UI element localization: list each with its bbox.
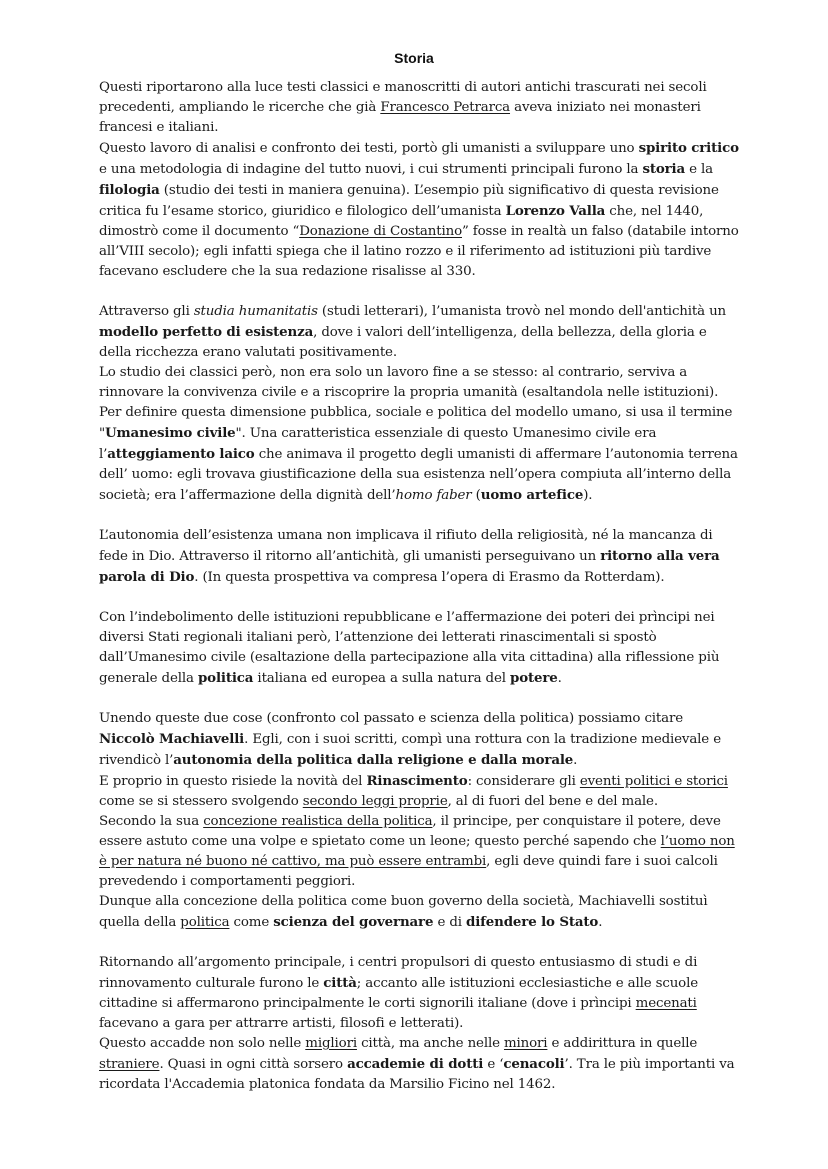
bold-text: Rinascimento <box>366 773 468 789</box>
paragraph <box>99 302 739 363</box>
underlined-text: Francesco Petrarca <box>380 100 511 115</box>
underlined-text: straniere <box>99 1057 160 1072</box>
underlined-text: Donazione di Costantino <box>299 224 462 239</box>
paragraph <box>99 138 739 282</box>
bold-text: Umanesimo civile <box>105 425 236 441</box>
text-run: , egli deve quindi fare i suoi calcoli prevedendo i comportamenti peggiori. <box>99 854 718 889</box>
text-run: che, nel 1440, dimostrò come il documento “ <box>99 204 704 239</box>
text-run: (studio dei testi in maniera genuina). L’esempio più significativo di questa revisione critica fu l’esame storico, giuridico e filologico dell’umanista <box>99 183 719 219</box>
underlined-text: minori <box>503 1036 548 1051</box>
text-run: Questi riportarono alla luce testi classici e manoscritti di autori antichi trascurati nei secoli precedenti, ampliando le ricerche che già <box>99 80 707 115</box>
paragraph <box>99 526 739 588</box>
text-run: . (In questa prospettiva va compresa l’opera di Erasmo da Rotterdam). <box>194 570 665 585</box>
text-run: e di <box>433 915 466 930</box>
bold-text: Niccolò Machiavelli <box>99 731 245 747</box>
text-run: Questo lavoro di analisi e confronto dei testi, portò gli umanisti a sviluppare uno <box>99 141 639 156</box>
bold-text: uomo artefice <box>480 487 584 503</box>
text-run: città, ma anche nelle <box>356 1036 504 1051</box>
bold-text: modello perfetto di esistenza <box>99 324 314 340</box>
text-run: e una metodologia di indagine del tutto nuovi, i cui strumenti principali furono la <box>99 162 643 177</box>
text-run: ’. Tra le più importanti va ricordata l'Accademia platonica fondata da Marsilio Ficino nel 1462. <box>99 1057 735 1092</box>
text-run: (studi letterari), l’umanista trovò nel mondo dell'antichità un <box>317 304 727 319</box>
page-title: Storia <box>394 50 434 66</box>
text-run: e ‘ <box>483 1057 504 1072</box>
text-run: , al di fuori del bene e del male. <box>447 794 658 809</box>
bold-text: accademie di dotti <box>347 1056 484 1072</box>
paragraph <box>99 709 739 771</box>
text-run: ; accanto alle istituzioni ecclesiastiche e alle scuole cittadine si affermarono principalmente le corti signorili italiane (dove i prìncipi <box>99 976 699 1011</box>
text-run: . Quasi in ogni città sorsero <box>159 1057 348 1072</box>
underlined-text: politica <box>180 915 230 930</box>
text-run: Unendo queste due cose (confronto col passato e scienza della politica) possiamo citare <box>99 711 684 726</box>
paragraph <box>99 363 739 506</box>
underlined-text: mecenati <box>635 996 697 1011</box>
bold-text: filologia <box>99 182 160 198</box>
bold-text: storia <box>642 161 686 177</box>
text-run: ” fosse in realtà un falso (databile intorno all’VIII secolo); egli infatti spiega che il latino rozzo e il riferimento ad istituzioni più tardive facevano escludere che la sua redazione risalisse al 330. <box>99 224 739 279</box>
text-run: . <box>598 915 603 930</box>
text-run: Secondo la sua <box>99 814 204 829</box>
paragraph <box>99 953 739 1034</box>
bold-text: scienza del governare <box>273 914 434 930</box>
paragraph <box>99 78 739 138</box>
paragraph <box>99 1034 739 1095</box>
text-run: Con l’indebolimento delle istituzioni repubblicane e l’affermazione dei poteri dei prìncipi nei diversi Stati regionali italiani però, l’attenzione dei letterati rinascimentali si spostò dall’Umanesimo civile (esaltazione della partecipazione alla vita cittadina) alla riflessione più generale della <box>99 610 720 686</box>
text-run: . <box>573 753 578 768</box>
text-run: Ritornando all’argomento principale, i centri propulsori di questo entusiasmo di studi e di rinnovamento culturale furono le <box>99 955 698 991</box>
bold-text: autonomia della politica dalla religione e dalla morale <box>173 752 574 768</box>
text-run: ( <box>471 488 481 503</box>
text-run: che animava il progetto degli umanisti di affermare l’autonomia terrena dell’ uomo: egli trovava giustificazione della sua esistenza nell’opera compiuta all’interno della società; era l’affermazione della dignità dell’ <box>99 447 738 503</box>
text-run: . Egli, con i suoi scritti, compì una rottura con la tradizione medievale e rivendicò l’ <box>99 732 721 768</box>
text-run: e la <box>685 162 713 177</box>
paragraph <box>99 771 739 812</box>
bold-text: difendere lo Stato <box>466 914 599 930</box>
paragraph <box>99 892 739 933</box>
text-run: Attraverso gli <box>99 304 194 319</box>
underlined-text: migliori <box>305 1036 357 1051</box>
bold-text: ritorno alla vera parola di Dio <box>99 548 720 585</box>
text-run: , dove i valori dell’intelligenza, della bellezza, della gloria e della ricchezza erano valutati positivamente. <box>99 325 707 360</box>
text-run: E proprio in questo risiede la novità del <box>99 774 367 789</box>
bold-text: Lorenzo Valla <box>505 203 606 219</box>
text-run: : considerare gli <box>467 774 580 789</box>
document-body <box>99 78 739 1095</box>
bold-text: politica <box>197 670 254 686</box>
text-run: , il principe, per conquistare il potere, deve essere astuto come una volpe e spietato come un leone; questo perché sapendo che <box>99 814 721 849</box>
text-run: . <box>557 671 562 686</box>
bold-text: cenacoli <box>503 1056 565 1072</box>
text-run: come se si stessero svolgendo <box>99 794 303 809</box>
text-run: come <box>229 915 274 930</box>
bold-text: atteggiamento laico <box>107 446 255 462</box>
italic-text: studia humanitatis <box>193 304 318 319</box>
bold-text: potere <box>509 670 558 686</box>
paragraph <box>99 812 739 892</box>
text-run: Lo studio dei classici però, non era solo un lavoro fine a se stesso: al contrario, serviva a rinnovare la convivenza civile e a riscoprire la propria umanità (esaltandola nelle istituzioni). Per definire questa dimensione pubblica, sociale e politica del modello umano, si usa il termine " <box>99 365 733 441</box>
text-run: e addirittura in quelle <box>547 1036 698 1051</box>
italic-text: homo faber <box>395 488 472 503</box>
underlined-text: concezione realistica della politica <box>203 814 433 829</box>
text-run: Questo accadde non solo nelle <box>99 1036 306 1051</box>
text-run: italiana ed europea a sulla natura del <box>253 671 510 686</box>
underlined-text: l’uomo non è per natura né buono né cattivo, ma può essere entrambi <box>99 834 735 869</box>
bold-text: spirito critico <box>638 140 739 156</box>
text-run: L’autonomia dell’esistenza umana non implicava il rifiuto della religiosità, né la mancanza di fede in Dio. Attraverso il ritorno all’antichità, gli umanisti perseguivano un <box>99 528 713 564</box>
bold-text: città <box>323 975 357 991</box>
text-run: facevano a gara per attrarre artisti, filosofi e letterati). <box>99 1016 464 1031</box>
text-run: aveva iniziato nei monasteri francesi e italiani. <box>99 100 701 135</box>
underlined-text: secondo leggi proprie <box>302 794 448 809</box>
text-run: ). <box>583 488 593 503</box>
paragraph <box>99 608 739 689</box>
text-run: Dunque alla concezione della politica come buon governo della società, Machiavelli sostituì quella della <box>99 894 708 930</box>
text-run: ". Una caratteristica essenziale di questo Umanesimo civile era l’ <box>99 426 657 462</box>
underlined-text: eventi politici e storici <box>579 774 728 789</box>
